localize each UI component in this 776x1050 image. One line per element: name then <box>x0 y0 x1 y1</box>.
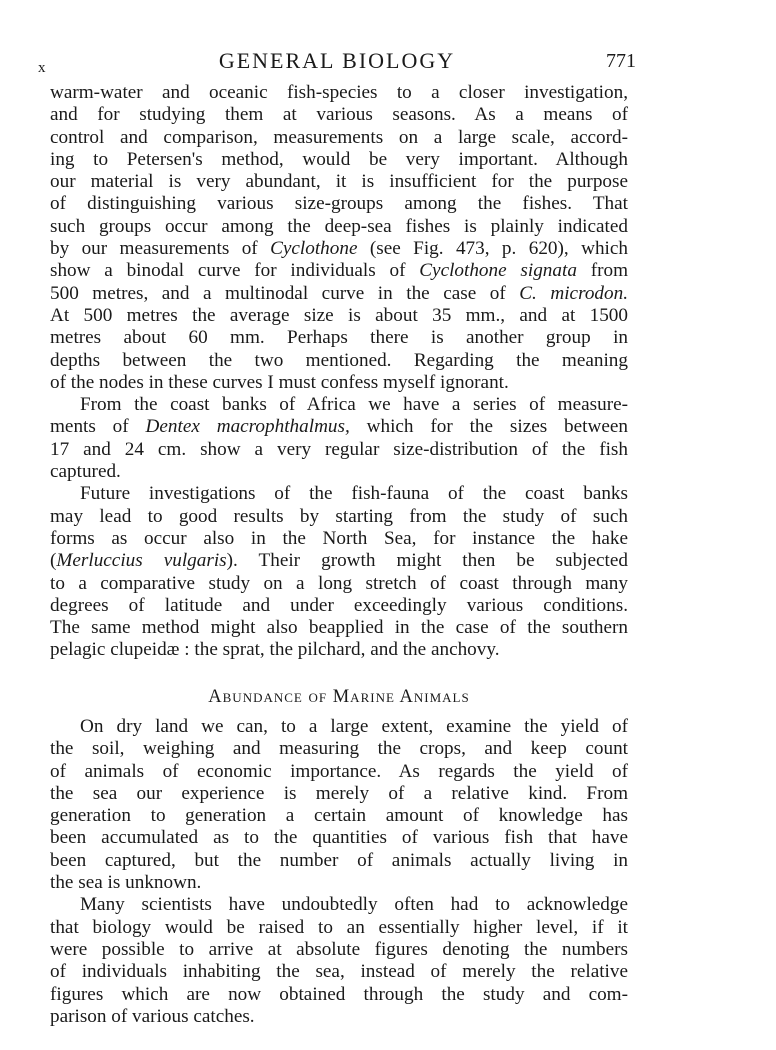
page-header <box>38 46 636 80</box>
text-line: may lead to good results by starting from the study of such <box>50 505 628 527</box>
text-line <box>50 416 628 438</box>
text-run: which for the sizes between <box>349 416 628 438</box>
text-line: control and comparison, measurements on a large scale, accord- <box>50 126 628 148</box>
italic-species-name: Merluccius vulgaris <box>56 550 227 572</box>
text-line: At 500 metres the average size is about 35 mm., and at 1500 <box>50 304 628 326</box>
body-text-upper <box>50 82 628 662</box>
text-line <box>50 260 628 282</box>
text-line: Many scientists have undoubtedly often had to acknowledge <box>80 894 628 916</box>
text-line: been accumulated as to the quantities of various fish that have <box>50 827 628 849</box>
section-heading <box>50 687 628 708</box>
italic-species-name: Cyclothone <box>270 238 358 260</box>
paragraph-4 <box>50 716 628 894</box>
body-text-lower <box>50 716 628 1028</box>
signature-mark: x <box>38 60 46 76</box>
text-run: 500 metres, and a multinodal curve in the case of <box>50 282 520 304</box>
text-run: show a binodal curve for individuals of <box>50 260 420 282</box>
italic-species-name: Dentex macrophthalmus, <box>145 416 350 438</box>
text-line: forms as occur also in the North Sea, for instance the hake <box>50 527 628 549</box>
text-line: degrees of latitude and under exceedingly various conditions. <box>50 594 628 616</box>
running-title: GENERAL BIOLOGY <box>218 48 456 73</box>
text-line: that biology would be raised to an essentially higher level, if it <box>50 916 628 938</box>
text-line: of individuals inhabiting the sea, instead of merely the relative <box>50 961 628 983</box>
text-line: parison of various catches. <box>50 1005 255 1027</box>
text-run: from <box>576 260 628 282</box>
text-line <box>50 238 628 260</box>
text-line: depths between the two mentioned. Regarding the meaning <box>50 349 628 371</box>
text-line: of distinguishing various size-groups among the fishes. That <box>50 193 628 215</box>
text-line: generation to generation a certain amount of knowledge has <box>50 805 628 827</box>
text-run: (see Fig. 473, p. 620), which <box>357 238 628 260</box>
text-line: and for studying them at various seasons. As a means of <box>50 104 628 126</box>
text-line: The same method might also beapplied in the case of the southern <box>50 617 628 639</box>
text-line <box>50 283 628 305</box>
text-line: the soil, weighing and measuring the crops, and keep count <box>50 738 628 760</box>
text-line: 17 and 24 cm. show a very regular size-distribution of the fish <box>50 438 628 460</box>
paragraph-2 <box>50 394 628 483</box>
italic-species-name: C. microdon. <box>519 282 628 304</box>
text-line: pelagic clupeidæ : the sprat, the pilchard, and the anchovy. <box>50 639 500 661</box>
text-line: of animals of economic importance. As regards the yield of <box>50 760 628 782</box>
text-line: the sea is unknown. <box>50 872 202 894</box>
text-run: by our measurements of <box>50 238 271 260</box>
text-line: captured. <box>50 461 121 483</box>
page-number: 771 <box>606 50 636 72</box>
paragraph-5 <box>50 894 628 1028</box>
text-line <box>50 550 628 572</box>
paragraph-3 <box>50 483 628 661</box>
text-line: On dry land we can, to a large extent, examine the yield of <box>80 716 628 737</box>
paragraph-1 <box>50 82 628 394</box>
text-line: figures which are now obtained through the study and com- <box>50 983 628 1005</box>
text-line: to a comparative study on a long stretch of coast through many <box>50 572 628 594</box>
section-heading-text: Abundance of Marine Animals <box>208 687 470 707</box>
text-line: of the nodes in these curves I must confess myself ignorant. <box>50 371 509 393</box>
italic-species-name: Cyclothone signata <box>419 260 577 282</box>
text-line: warm-water and oceanic fish-species to a closer investigation, <box>50 82 628 103</box>
text-run: ments of <box>50 416 146 438</box>
text-line: Future investigations of the fish-fauna of the coast banks <box>80 483 628 505</box>
text-run: ). Their growth might then be subjected <box>226 550 628 572</box>
text-line: the sea our experience is merely of a relative kind. From <box>50 782 628 804</box>
text-line: From the coast banks of Africa we have a series of measure- <box>80 394 628 416</box>
text-line: such groups occur among the deep-sea fishes is plainly indicated <box>50 215 628 237</box>
text-line: been captured, but the number of animals actually living in <box>50 849 628 871</box>
text-line: were possible to arrive at absolute figures denoting the numbers <box>50 938 628 960</box>
text-run: ( <box>50 550 57 572</box>
text-line: our material is very abundant, it is insufficient for the purpose <box>50 171 628 193</box>
text-line: ing to Petersen's method, would be very important. Although <box>50 148 628 170</box>
text-line: metres about 60 mm. Perhaps there is another group in <box>50 327 628 349</box>
